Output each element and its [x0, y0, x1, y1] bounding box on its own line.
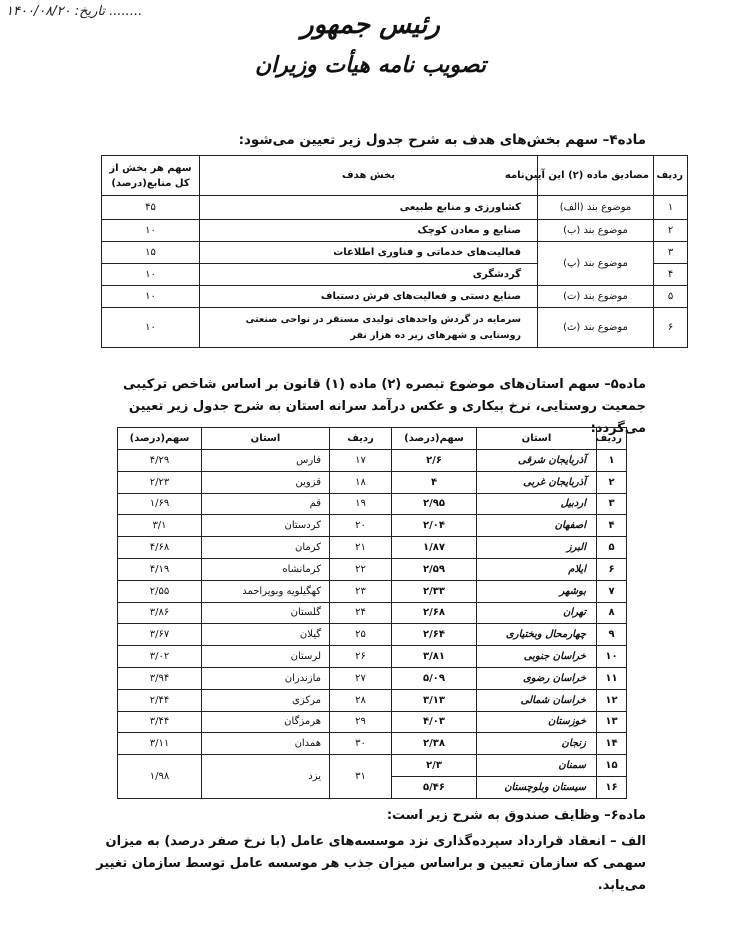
row-number: ۶	[654, 308, 688, 348]
row-number: ۳۰	[330, 733, 392, 755]
row-reference: موضوع بند (ب)	[538, 220, 654, 242]
province-share: ۳/۰۲	[118, 646, 202, 668]
province-share: ۲/۶۸	[392, 602, 477, 624]
table-row	[118, 537, 627, 559]
column-header: ردیف	[654, 156, 688, 196]
row-number: ۱۵	[597, 755, 627, 777]
table-row	[118, 689, 627, 711]
province-share: ۲/۹۵	[392, 493, 477, 515]
table-row	[118, 755, 627, 777]
table-row	[118, 580, 627, 602]
row-number: ۱۴	[597, 733, 627, 755]
table-row	[118, 450, 627, 472]
table-row	[102, 308, 688, 348]
province-name: فارس	[202, 450, 330, 472]
article6-clause-a: الف – انعقاد قرارداد سپرده‌گذاری نزد موسسه‌های عامل (با نرخ صفر درصد) به میزان سهمی که سازمان تعیین و براساس میزان جذب هر موسسه عامل توسط سازمان تغییر می‌یابد.	[96, 834, 646, 893]
province-name: لرستان	[202, 646, 330, 668]
row-goal: صنایع و معادن کوچک	[200, 220, 538, 242]
article5-heading: ماده۵– سهم استان‌های موضوع تبصره (۲) ماده (۱) قانون بر اساس شاخص ترکیبی جمعیت روستایی، نرخ بیکاری و عکس درآمد سرانه استان به شرح جدول زیر تعیین می‌گردد:	[122, 377, 646, 436]
province-name: خراسان رضوی	[477, 667, 597, 689]
province-share: ۳/۸۶	[118, 602, 202, 624]
province-share: ۳/۶۷	[118, 624, 202, 646]
province-share: ۱/۹۸	[118, 755, 202, 799]
row-share: ۱۰	[102, 264, 200, 286]
row-number: ۲۰	[330, 515, 392, 537]
province-name: قم	[202, 493, 330, 515]
row-number: ۲۳	[330, 580, 392, 602]
table-row	[118, 558, 627, 580]
table-row	[102, 220, 688, 242]
table-row	[102, 286, 688, 308]
province-name: کرمان	[202, 537, 330, 559]
row-reference: موضوع بند (الف)	[538, 196, 654, 220]
table-row	[118, 624, 627, 646]
province-share: ۲/۲۳	[118, 471, 202, 493]
province-share: ۱/۸۷	[392, 537, 477, 559]
province-name: آذربایجان شرقی	[477, 450, 597, 472]
header-subtitle: تصویب نامه هیأت وزیران	[254, 52, 487, 78]
row-number: ۱۲	[597, 689, 627, 711]
row-share: ۱۰	[102, 286, 200, 308]
row-number: ۲۶	[330, 646, 392, 668]
row-number: ۱	[654, 196, 688, 220]
row-number: ۱۱	[597, 667, 627, 689]
province-share: ۵/۴۶	[392, 776, 477, 798]
column-header: سهم(درصد)	[392, 428, 477, 450]
province-name: گلستان	[202, 602, 330, 624]
row-number: ۲۴	[330, 602, 392, 624]
province-name: سمنان	[477, 755, 597, 777]
province-share: ۴/۱۹	[118, 558, 202, 580]
row-goal: سرمایه در گردش واحدهای تولیدی مستقر در نواحی صنعتی روستایی و شهرهای زیر ده هزار نفر	[200, 308, 538, 348]
article5-table	[117, 427, 627, 799]
province-name: سیستان وبلوچستان	[477, 776, 597, 798]
row-number: ۱۸	[330, 471, 392, 493]
province-name: یزد	[202, 755, 330, 799]
row-number: ۶	[597, 558, 627, 580]
row-share: ۱۵	[102, 242, 200, 264]
row-number: ۲	[654, 220, 688, 242]
column-header: مصادیق ماده (۲) این آیین‌نامه	[538, 156, 654, 196]
province-name: خراسان شمالی	[477, 689, 597, 711]
table-header-row	[118, 428, 627, 450]
column-header: ردیف	[330, 428, 392, 450]
province-name: کهگیلویه وبویراحمد	[202, 580, 330, 602]
province-share: ۳/۱	[118, 515, 202, 537]
article4-heading: ماده۴– سهم بخش‌های هدف به شرح جدول زیر تعیین می‌شود:	[238, 132, 646, 148]
province-share: ۴/۲۹	[118, 450, 202, 472]
date-line: تاریخ: ۱۴۰۰/۰۸/۲۰ ........	[6, 4, 143, 19]
table-row	[118, 646, 627, 668]
row-number: ۴	[597, 515, 627, 537]
row-number: ۱۷	[330, 450, 392, 472]
column-header: استان	[477, 428, 597, 450]
row-number: ۴	[654, 264, 688, 286]
province-share: ۲/۵۹	[392, 558, 477, 580]
table-row	[118, 711, 627, 733]
column-header: استان	[202, 428, 330, 450]
province-share: ۲/۶۴	[392, 624, 477, 646]
province-name: قزوین	[202, 471, 330, 493]
province-name: ایلام	[477, 558, 597, 580]
row-number: ۹	[597, 624, 627, 646]
table-row	[118, 515, 627, 537]
table-row	[118, 602, 627, 624]
province-share: ۴	[392, 471, 477, 493]
province-share: ۴/۶۸	[118, 537, 202, 559]
row-number: ۲۱	[330, 537, 392, 559]
province-name: گیلان	[202, 624, 330, 646]
province-share: ۱/۶۹	[118, 493, 202, 515]
province-name: مازندران	[202, 667, 330, 689]
row-number: ۱	[597, 450, 627, 472]
row-goal: گردشگری	[200, 264, 538, 286]
row-goal: کشاورزی و منابع طبیعی	[200, 196, 538, 220]
row-number: ۱۰	[597, 646, 627, 668]
province-share: ۲/۰۴	[392, 515, 477, 537]
column-header: بخش هدف	[200, 156, 538, 196]
row-reference: موضوع بند (پ)	[538, 242, 654, 286]
row-number: ۱۶	[597, 776, 627, 798]
province-name: البرز	[477, 537, 597, 559]
row-share: ۱۰	[102, 308, 200, 348]
column-header: سهم هر بخش از کل منابع(درصد)	[102, 156, 200, 196]
province-name: آذربایجان غربی	[477, 471, 597, 493]
row-number: ۳	[654, 242, 688, 264]
table-row	[102, 196, 688, 220]
province-name: بوشهر	[477, 580, 597, 602]
row-number: ۲	[597, 471, 627, 493]
province-name: خوزستان	[477, 711, 597, 733]
province-name: مرکزی	[202, 689, 330, 711]
row-number: ۵	[597, 537, 627, 559]
province-share: ۲/۳	[392, 755, 477, 777]
province-name: زنجان	[477, 733, 597, 755]
province-name: اصفهان	[477, 515, 597, 537]
province-name: کردستان	[202, 515, 330, 537]
row-number: ۷	[597, 580, 627, 602]
province-share: ۳/۹۴	[118, 667, 202, 689]
row-number: ۳	[597, 493, 627, 515]
table-row	[118, 471, 627, 493]
row-number: ۲۹	[330, 711, 392, 733]
province-share: ۲/۳۸	[392, 733, 477, 755]
province-name: چهارمحال وبختیاری	[477, 624, 597, 646]
row-number: ۲۲	[330, 558, 392, 580]
row-share: ۱۰	[102, 220, 200, 242]
row-number: ۵	[654, 286, 688, 308]
province-share: ۴/۰۳	[392, 711, 477, 733]
row-share: ۴۵	[102, 196, 200, 220]
province-name: کرمانشاه	[202, 558, 330, 580]
province-share: ۳/۴۴	[118, 711, 202, 733]
table-row	[118, 493, 627, 515]
row-number: ۳۱	[330, 755, 392, 799]
province-share: ۳/۱۱	[118, 733, 202, 755]
row-number: ۱۳	[597, 711, 627, 733]
row-goal: صنایع دستی و فعالیت‌های فرش دستباف	[200, 286, 538, 308]
province-share: ۲/۶	[392, 450, 477, 472]
row-number: ۲۷	[330, 667, 392, 689]
row-reference: موضوع بند (ث)	[538, 308, 654, 348]
row-number: ۲۸	[330, 689, 392, 711]
row-goal: فعالیت‌های خدماتی و فناوری اطلاعات	[200, 242, 538, 264]
province-share: ۲/۴۴	[118, 689, 202, 711]
province-name: خراسان جنوبی	[477, 646, 597, 668]
article6-heading: ماده۶– وظایف صندوق به شرح زیر است:	[386, 808, 646, 823]
row-reference: موضوع بند (ت)	[538, 286, 654, 308]
table-row	[102, 242, 688, 264]
province-share: ۵/۰۹	[392, 667, 477, 689]
province-name: همدان	[202, 733, 330, 755]
province-share: ۳/۱۳	[392, 689, 477, 711]
province-share: ۲/۵۵	[118, 580, 202, 602]
column-header: سهم(درصد)	[118, 428, 202, 450]
header-title: رئیس جمهور	[301, 10, 440, 40]
table-row	[118, 733, 627, 755]
article4-table	[101, 155, 688, 348]
row-number: ۲۵	[330, 624, 392, 646]
province-share: ۲/۳۳	[392, 580, 477, 602]
province-name: هرمزگان	[202, 711, 330, 733]
province-share: ۳/۸۱	[392, 646, 477, 668]
province-name: اردبیل	[477, 493, 597, 515]
row-number: ۸	[597, 602, 627, 624]
province-name: تهران	[477, 602, 597, 624]
table-row	[118, 667, 627, 689]
column-header: ردیف	[597, 428, 627, 450]
table-header-row	[102, 156, 688, 196]
row-number: ۱۹	[330, 493, 392, 515]
